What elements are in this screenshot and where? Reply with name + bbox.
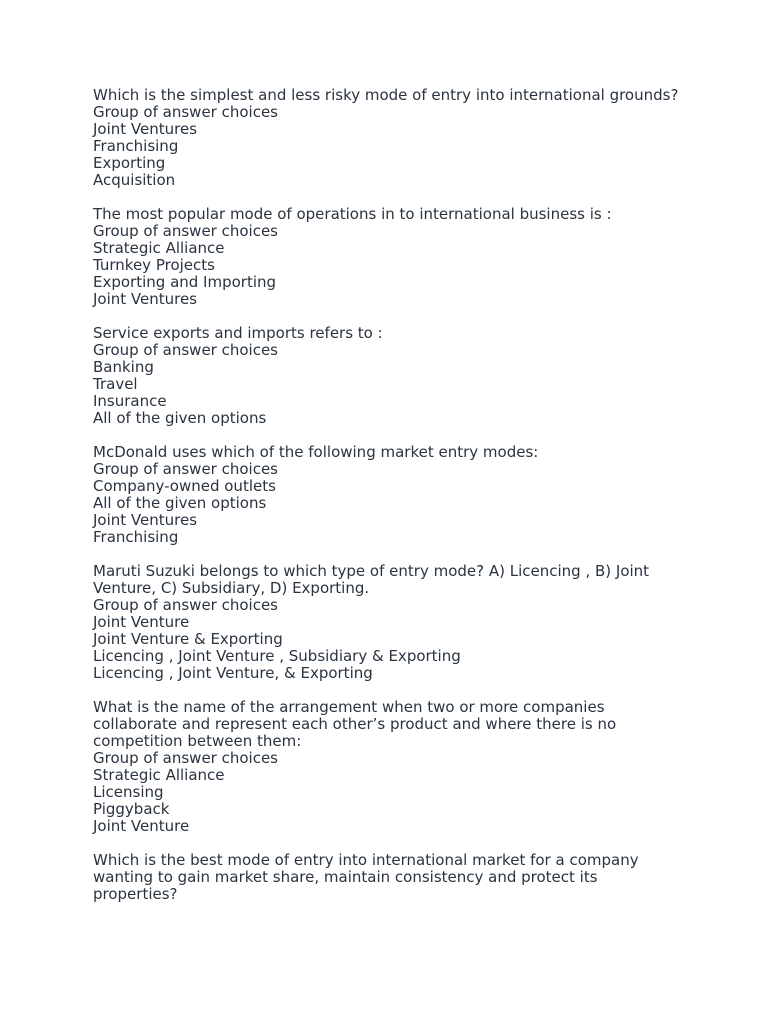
question-block: [93, 325, 683, 427]
answer-choice: Joint Venture: [93, 613, 190, 631]
answer-choice: Company-owned outlets: [93, 477, 276, 495]
group-label: Group of answer choices: [93, 749, 278, 767]
answer-choice: Licencing , Joint Venture, & Exporting: [93, 664, 373, 682]
group-label: Group of answer choices: [93, 222, 278, 240]
question-block: [93, 87, 683, 189]
answer-choice: Licensing: [93, 783, 164, 801]
answer-choice: Joint Ventures: [93, 120, 198, 138]
answer-choice: Acquisition: [93, 171, 176, 189]
answer-choice: All of the given options: [93, 494, 267, 512]
answer-choice: Joint Venture: [93, 817, 190, 835]
answer-choice: Strategic Alliance: [93, 766, 225, 784]
question-text: Service exports and imports refers to :: [93, 324, 383, 342]
answer-choice: Exporting: [93, 154, 166, 172]
question-text: Which is the best mode of entry into international market for a company wanting to gain market share, maintain consistency and protect its properties?: [93, 851, 639, 903]
answer-choice: Joint Ventures: [93, 511, 198, 529]
answer-choice: Piggyback: [93, 800, 170, 818]
group-label: Group of answer choices: [93, 103, 278, 121]
answer-choice: Strategic Alliance: [93, 239, 225, 257]
question-block: [93, 852, 683, 903]
answer-choice: Joint Ventures: [93, 290, 198, 308]
question-block: [93, 206, 683, 308]
question-text: McDonald uses which of the following market entry modes:: [93, 443, 539, 461]
answer-choice: All of the given options: [93, 409, 267, 427]
question-block: [93, 699, 683, 835]
group-label: Group of answer choices: [93, 460, 278, 478]
answer-choice: Licencing , Joint Venture , Subsidiary & Exporting: [93, 647, 461, 665]
answer-choice: Franchising: [93, 528, 179, 546]
question-text: Which is the simplest and less risky mode of entry into international grounds?: [93, 86, 679, 104]
question-text: The most popular mode of operations in to international business is :: [93, 205, 612, 223]
answer-choice: Exporting and Importing: [93, 273, 277, 291]
answer-choice: Franchising: [93, 137, 179, 155]
answer-choice: Travel: [93, 375, 138, 393]
answer-choice: Insurance: [93, 392, 167, 410]
question-text: Maruti Suzuki belongs to which type of entry mode? A) Licencing , B) Joint Venture, C) Subsidiary, D) Exporting.: [93, 562, 650, 597]
question-block: [93, 444, 683, 546]
group-label: Group of answer choices: [93, 596, 278, 614]
group-label: Group of answer choices: [93, 341, 278, 359]
answer-choice: Joint Venture & Exporting: [93, 630, 283, 648]
document-page: [93, 87, 683, 920]
answer-choice: Banking: [93, 358, 154, 376]
answer-choice: Turnkey Projects: [93, 256, 215, 274]
question-text: What is the name of the arrangement when two or more companies collaborate and represent each other’s product and where there is no competition between them:: [93, 698, 617, 750]
question-block: [93, 563, 683, 682]
